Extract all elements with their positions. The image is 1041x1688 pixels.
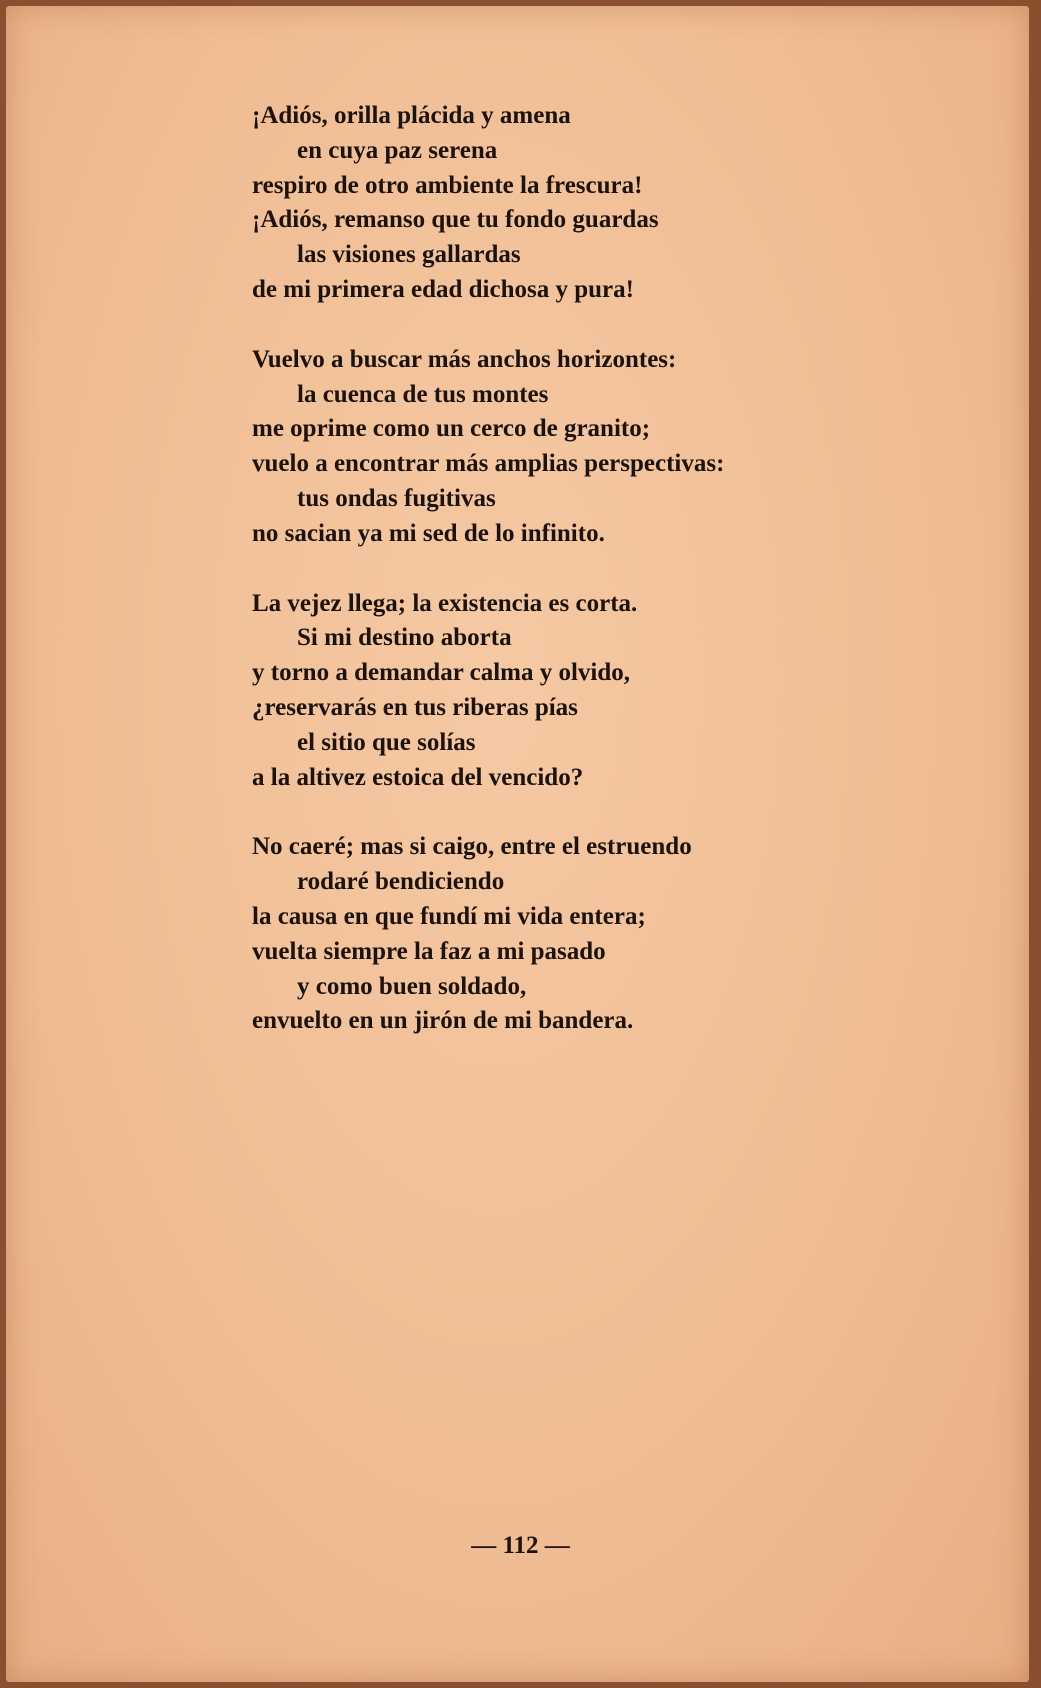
poem-line: y como buen soldado, bbox=[297, 972, 527, 1000]
poem-line: en cuya paz serena bbox=[297, 136, 498, 164]
poem-line: envuelto en un jirón de mi bandera. bbox=[252, 1007, 634, 1035]
poem-line: y torno a demandar calma y olvido, bbox=[252, 659, 631, 687]
poem-line: a la altivez estoica del vencido? bbox=[252, 763, 584, 791]
poem-line: de mi primera edad dichosa y pura! bbox=[252, 275, 634, 303]
stanza bbox=[252, 99, 912, 308]
poem-line: tus ondas fugitivas bbox=[297, 484, 496, 512]
poem-line: rodaré bendiciendo bbox=[297, 868, 505, 896]
book-page bbox=[6, 6, 1029, 1682]
page-number: — 112 — bbox=[471, 1532, 570, 1559]
poem-line: la cuenca de tus montes bbox=[297, 380, 549, 408]
stanza bbox=[252, 587, 912, 796]
poem-line: Vuelvo a buscar más anchos horizontes: bbox=[252, 345, 677, 373]
poem-line: ¡Adiós, orilla plácida y amena bbox=[252, 102, 571, 129]
poem-line: No caeré; mas si caigo, entre el estruendo bbox=[252, 833, 692, 861]
poem-line: respiro de otro ambiente la frescura! bbox=[252, 171, 643, 199]
poem-line: la causa en que fundí mi vida entera; bbox=[252, 902, 646, 930]
poem-line: ¡Adiós, remanso que tu fondo guardas bbox=[252, 206, 659, 234]
poem bbox=[252, 99, 912, 1074]
poem-line: Si mi destino aborta bbox=[297, 624, 512, 652]
poem-line: ¿reservarás en tus riberas pías bbox=[252, 693, 578, 721]
poem-line: vuelo a encontrar más amplias perspectivas: bbox=[252, 450, 725, 478]
poem-line: vuelta siempre la faz a mi pasado bbox=[252, 937, 606, 965]
stanza bbox=[252, 830, 912, 1039]
poem-line: el sitio que solías bbox=[297, 728, 476, 756]
poem-line: me oprime como un cerco de granito; bbox=[252, 415, 651, 443]
poem-line: las visiones gallardas bbox=[297, 241, 521, 269]
poem-line: no sacian ya mi sed de lo infinito. bbox=[252, 519, 605, 547]
poem-line: La vejez llega; la existencia es corta. bbox=[252, 589, 638, 617]
stanza bbox=[252, 343, 912, 552]
